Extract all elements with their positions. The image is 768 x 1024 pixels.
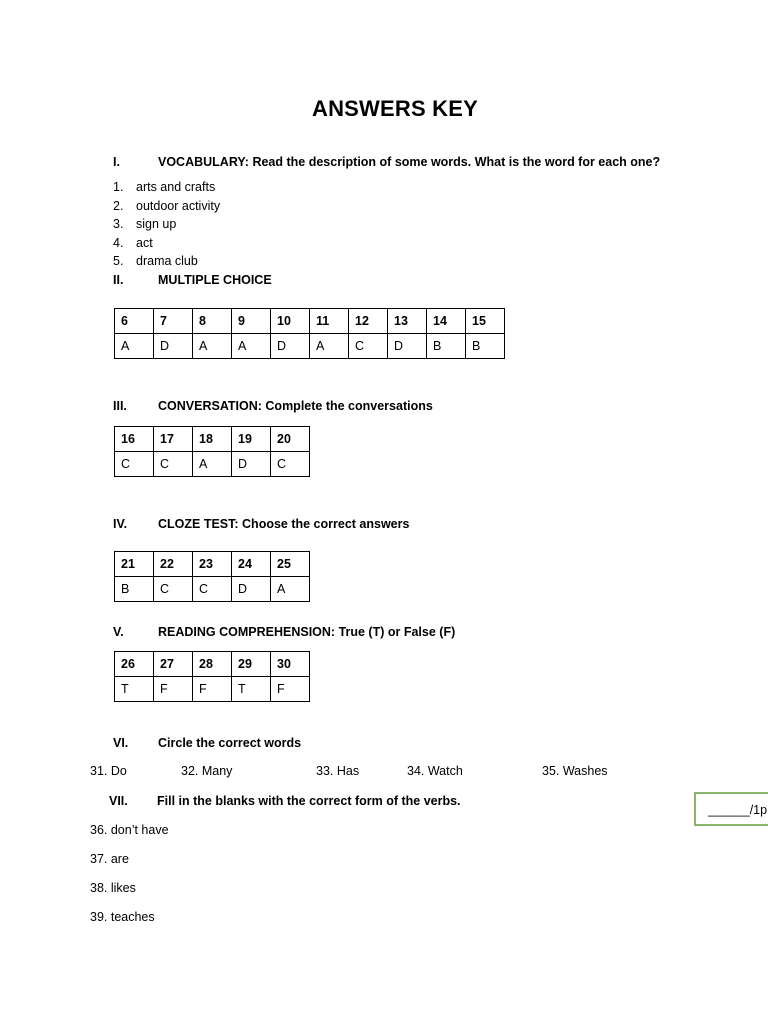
multiple-choice-answer-table (114, 308, 505, 359)
list-item: act (136, 236, 153, 250)
list-item-number: 4. (113, 236, 124, 250)
question-number-cell: 20 (271, 427, 310, 452)
circle-answer-item: 35. Washes (542, 764, 608, 778)
question-number-cell: 25 (271, 552, 310, 577)
answer-cell: C (349, 334, 388, 359)
section-4-title: CLOZE TEST: Choose the correct answers (158, 517, 410, 531)
answer-cell: B (115, 577, 154, 602)
question-number-cell: 27 (154, 652, 193, 677)
section-5-number: V. (113, 625, 124, 639)
question-number-row (115, 427, 310, 452)
question-number-cell: 14 (427, 309, 466, 334)
section-1-number: I. (113, 155, 120, 169)
score-box: ______/1p (694, 792, 768, 826)
list-item: arts and crafts (136, 180, 216, 194)
section-5-title: READING COMPREHENSION: True (T) or False (F) (158, 625, 456, 639)
answer-cell: F (193, 677, 232, 702)
question-number-cell: 24 (232, 552, 271, 577)
answer-cell: D (232, 577, 271, 602)
reading-answer-table (114, 651, 310, 702)
question-number-cell: 18 (193, 427, 232, 452)
section-1-title: VOCABULARY: Read the description of some words. What is the word for each one? (158, 155, 661, 169)
section-3-number: III. (113, 399, 127, 413)
answer-cell: D (232, 452, 271, 477)
question-number-cell: 11 (310, 309, 349, 334)
answer-row (115, 577, 310, 602)
question-number-cell: 16 (115, 427, 154, 452)
circle-answer-item: 32. Many (181, 764, 233, 778)
circle-answer-item: 34. Watch (407, 764, 463, 778)
section-2-title: MULTIPLE CHOICE (158, 273, 272, 287)
question-number-cell: 30 (271, 652, 310, 677)
answer-cell: D (388, 334, 427, 359)
fill-answer-item: 37. are (90, 852, 129, 866)
answer-cell: A (193, 334, 232, 359)
answer-cell: A (310, 334, 349, 359)
section-4-number: IV. (113, 517, 128, 531)
question-number-cell: 22 (154, 552, 193, 577)
list-item: outdoor activity (136, 199, 221, 213)
question-number-cell: 28 (193, 652, 232, 677)
answer-cell: T (232, 677, 271, 702)
section-6-number: VI. (113, 736, 129, 750)
answer-cell: T (115, 677, 154, 702)
question-number-cell: 10 (271, 309, 310, 334)
answer-cell: C (271, 452, 310, 477)
list-item-number: 3. (113, 217, 124, 231)
question-number-cell: 8 (193, 309, 232, 334)
circle-answer-item: 31. Do (90, 764, 127, 778)
cloze-answer-table (114, 551, 310, 602)
answer-cell: D (154, 334, 193, 359)
question-number-cell: 29 (232, 652, 271, 677)
question-number-cell: 9 (232, 309, 271, 334)
fill-answer-item: 38. likes (90, 881, 136, 895)
answer-cell: B (466, 334, 505, 359)
page-title: ANSWERS KEY (312, 96, 478, 121)
question-number-row (115, 652, 310, 677)
question-number-row (115, 309, 505, 334)
section-3-title: CONVERSATION: Complete the conversations (158, 399, 433, 413)
answer-row (115, 677, 310, 702)
question-number-cell: 7 (154, 309, 193, 334)
fill-answer-item: 36. don’t have (90, 823, 169, 837)
answer-cell: D (271, 334, 310, 359)
list-item-number: 1. (113, 180, 124, 194)
list-item: sign up (136, 217, 177, 231)
question-number-cell: 17 (154, 427, 193, 452)
answer-cell: A (271, 577, 310, 602)
fill-answer-item: 39. teaches (90, 910, 155, 924)
section-2-number: II. (113, 273, 124, 287)
answer-row (115, 334, 505, 359)
answer-cell: F (271, 677, 310, 702)
answer-cell: B (427, 334, 466, 359)
question-number-cell: 23 (193, 552, 232, 577)
question-number-cell: 21 (115, 552, 154, 577)
list-item-number: 2. (113, 199, 124, 213)
question-number-cell: 15 (466, 309, 505, 334)
question-number-cell: 6 (115, 309, 154, 334)
question-number-cell: 13 (388, 309, 427, 334)
answer-cell: A (115, 334, 154, 359)
section-6-title: Circle the correct words (158, 736, 302, 750)
question-number-cell: 26 (115, 652, 154, 677)
answer-cell: C (154, 452, 193, 477)
circle-answer-item: 33. Has (316, 764, 360, 778)
section-7-number: VII. (109, 794, 128, 808)
answer-cell: F (154, 677, 193, 702)
answer-cell: C (115, 452, 154, 477)
question-number-cell: 19 (232, 427, 271, 452)
section-7-title: Fill in the blanks with the correct form of the verbs. (157, 794, 461, 808)
answer-cell: A (232, 334, 271, 359)
answer-cell: A (193, 452, 232, 477)
question-number-row (115, 552, 310, 577)
answer-row (115, 452, 310, 477)
question-number-cell: 12 (349, 309, 388, 334)
answer-cell: C (193, 577, 232, 602)
answer-cell: C (154, 577, 193, 602)
list-item-number: 5. (113, 254, 124, 268)
conversation-answer-table (114, 426, 310, 477)
list-item: drama club (136, 254, 198, 268)
